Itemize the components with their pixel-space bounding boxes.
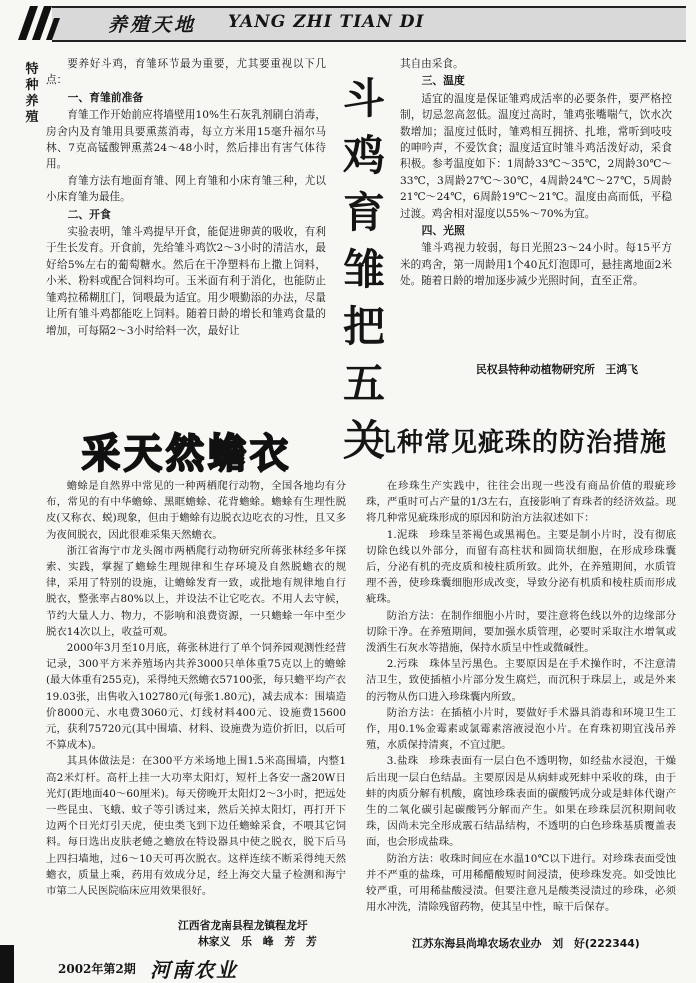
article1-section-heading: 四、光照 [421, 224, 465, 238]
article1-byline: 民权县特种动植物研究所 王鸿飞 [476, 363, 638, 376]
article1-title [334, 70, 394, 469]
article1-paragraph: 育雏工作开始前应将墙壁用10%生石灰乳剂刷白消毒，房舍内及育雏用具要熏蒸消毒，每立方米用15毫升福尔马林、7克高锰酸钾熏蒸24～48小时，然后排出有害气体待用。 [46, 109, 326, 171]
article1-section-heading: 三、温度 [421, 74, 465, 88]
article2-byline-authors: 林家义 乐 峰 芳 芳 [198, 935, 317, 948]
article1-intro: 要养好斗鸡，育雏环节最为重要，尤其要重视以下几点： [46, 58, 326, 87]
article2-paragraph: 2000年3月至10月底，蒋张林进行了单个饲养园观测性经营记录，300平方米养殖场内共养3000只单体重75克以上的蟾蜍(最大体重有255克)，采得纯天然蟾衣57100张，每只蟾平均产衣19.03张，出售收入102780元(每张1.80元)，减去成本：围墙造价8000元、水电费3060元、灯线材料400元、设施费15600元，获利75720元(其中围墙、材料、设施费为造价折旧，以后可不算成本)。 [46, 642, 346, 752]
article1-paragraph: 其自由采食。 [400, 58, 464, 70]
article3-paragraph: 1.泥珠 珍珠呈茶褐色或黑褐色。主要是制小片时，没有彻底切除色线以外部分，而留有高柱状和圆筒状细胞，在形成珍珠囊后，分泌有机的壳皮质和棱柱质所致。此外，在养殖期间，水质管理不善，使珍珠囊细胞形成改变，导致分泌有机质和棱柱质而形成疵珠。 [366, 528, 676, 606]
article2-paragraph: 浙江省海宁市龙头阁市两栖爬行动物研究所蒋张林经多年探索、实践，掌握了蟾蜍生理规律和生存环境及自然脱蟾衣的规律，采用了特别的设施，让蟾蜍发育一致，或批地有规律地自行脱衣，整张率占80%以上，并设法不让它吃衣。不用人去守候，节约大量人力、物力，不影响和浪费资源，一只蟾蜍一年中至少脱衣14次以上，收益可观。 [46, 544, 346, 638]
article2-paragraph: 其具体做法是：在300平方米场地上围1.5米高围墙，内整1高2米灯杆。高杆上挂一大功率太阳灯，短杆上各安一盏20W日光灯(距地面40～60厘米)。每天傍晚开太阳灯2～3小时，把远处一些昆虫、飞蛾、蚊子等引诱过来，然后关掉太阳灯，再打开下边两个日光灯引天虎，使虫类飞到下边任蟾蜍采食，不喂其它饲料。每日选出皮肤老蜷之蟾放在特设器具中使之脱衣，脱下后马上四扫墙地，过6～10天可再次脱衣。这样连续不断采得纯天然蟾衣，质量上乘，药用有效成分足，经上海交大量子检测和海宁市第二人民医院临床应用效果很好。 [46, 755, 346, 898]
article3-body [366, 478, 676, 915]
article3-paragraph: 3.盐珠 珍珠表面有一层白色不透明物，如经盐水浸泡，干燥后出现一层白色结晶。主要原因是从病蚌或死蚌中采收的珠，由于蚌的肉质分解有机酸，腐蚀珍珠表面的碳酸钙成分或是蚌体代谢产生的二氧化碳引起碳酸钙分解而产生。如果在珍珠层沉积期间收珠，因尚未完全形成霰石结晶结构，不透明的白色珍珠基质覆盖表面，也会形成盐珠。 [366, 755, 676, 849]
article1-paragraph: 适宜的温度是保证雏鸡成活率的必要条件，要严格控制，切忌忽高忽低。温度过高时，雏鸡张嘴喘气，饮水次数增加；温度过低时，雏鸡相互拥挤、扎堆，常听到吱吱的呻吟声，不爱饮食；温度适宜时雏斗鸡活泼好动，采食积极。参考温度如下：1周龄33℃～35℃，2周龄30℃～33℃，3周龄27℃～30℃，4周龄24℃～27℃，5周龄21℃～24℃，6周龄19℃～21℃。温度由高而低，平稳过渡。鸡舍相对湿度以55%～70%为宜。 [400, 92, 672, 220]
article3-paragraph: 防治方法：收珠时间应在水温10℃以下进行。对珍珠表面受蚀并不严重的盐珠，可用稀醋酸短时间浸渍，使珍珠发亮。如受蚀比较严重，可用稀盐酸浸渍。但要注意凡是酸类浸渍过的珍珠，必须用水冲洗，清除残留药物，使其呈中性，晾干后保存。 [366, 852, 676, 914]
section-title-en: YANG ZHI TIAN DI [228, 12, 425, 32]
article1-paragraph: 育雏方法有地面育雏、网上育雏和小床育雏三种，尤以小床育雏为最佳。 [46, 174, 326, 204]
article2-paragraph: 蟾蜍是自然界中常见的一种两栖爬行动物，全国各地均有分布，常见的有中华蟾蜍、黑眶蟾蜍、花背蟾蜍。蟾蜍有生理性脱皮(又称衣、蜕)现象，但由于蟾蜍有边脱衣边吃衣的习性，且又多为夜间脱衣，因此很难采集天然蟾衣。 [46, 480, 346, 541]
section-logo-icon [14, 4, 60, 42]
article2-title: 采天然蟾衣 [82, 430, 293, 477]
footer-corner-mark [0, 945, 14, 983]
article1-paragraph: 实验表明，雏斗鸡提早开食，能促进卵黄的吸收，有利于生长发育。开食前，先给雏斗鸡饮2～3小时的清洁水，最好给5%左右的葡萄糖水。然后在干净塑料布上撒上饲料，小米、粉料或配合饲料均可。玉米面有利于消化，也能防止雏鸡拉稀糊肛门，饲喂最为适宜。用少喂勤添的办法，尽量让所有雏斗鸡都能吃上饲料。随着日龄的增长和雏鸡食量的增加，可每隔2～3小时给料一次，最好让 [46, 226, 326, 337]
article3-paragraph: 在珍珠生产实践中，往往会出现一些没有商品价值的瑕疵珍珠，严重时可占产量的1/3左右，直接影响了育珠者的经济效益。现将几种常见疵珠形成的原因和防治方法叙述如下： [366, 480, 676, 525]
article1-paragraph: 雏斗鸡视力较弱，每日光照23～24小时。每15平方米的鸡舍，第一周龄用1个40瓦灯泡即可，悬挂离地面2米处。随着日龄的增加逐步减少光照时间，直至正常。 [400, 242, 672, 288]
section-title-cn: 养殖天地 [108, 14, 197, 36]
article2-body [46, 478, 346, 899]
side-category-label: 特 种 养 殖 [25, 62, 39, 125]
magazine-name: 河南农业 [150, 958, 238, 982]
article2-byline-place: 江西省龙南县程龙镇程龙圩 [178, 919, 308, 932]
article3-title: 几种常见疵珠的防治措施 [370, 428, 668, 458]
article3-paragraph: 2.污珠 珠体呈污黑色。主要原因是在手术操作时，不注意清洁卫生，致使插植小片部分发生腐烂，而沉积于珠层上，或是外来的污物从伤口进入珍珠囊内所致。 [366, 658, 676, 703]
issue-number: 2002年第2期 [58, 962, 136, 976]
article1-right-column [400, 56, 672, 290]
article3-paragraph: 防治方法：在插植小片时，要做好手术器具消毒和环境卫生工作，用0.1%金霉素或氯霉素溶液浸泡小片。在育珠初期宜浅吊养殖，水质保持清爽，不宜过肥。 [366, 706, 676, 752]
article1-section-heading: 二、开食 [67, 207, 111, 221]
article3-byline: 江苏东海县尚埠农场农业办 刘 好(222344) [412, 937, 640, 950]
article3-paragraph: 防治方法：在制作细胞小片时，要注意将色线以外的边缘部分切除干净。在养殖期间，要加强水质管理，必要时采取注水增氧或泼洒生石灰水等措施，保持水质呈中性或微碱性。 [366, 609, 676, 655]
article1-section-heading: 一、育雏前准备 [67, 90, 144, 104]
article1-title-text: 斗 鸡 育 雏 把 五 关 [342, 74, 385, 465]
article1-left-column [46, 56, 326, 339]
